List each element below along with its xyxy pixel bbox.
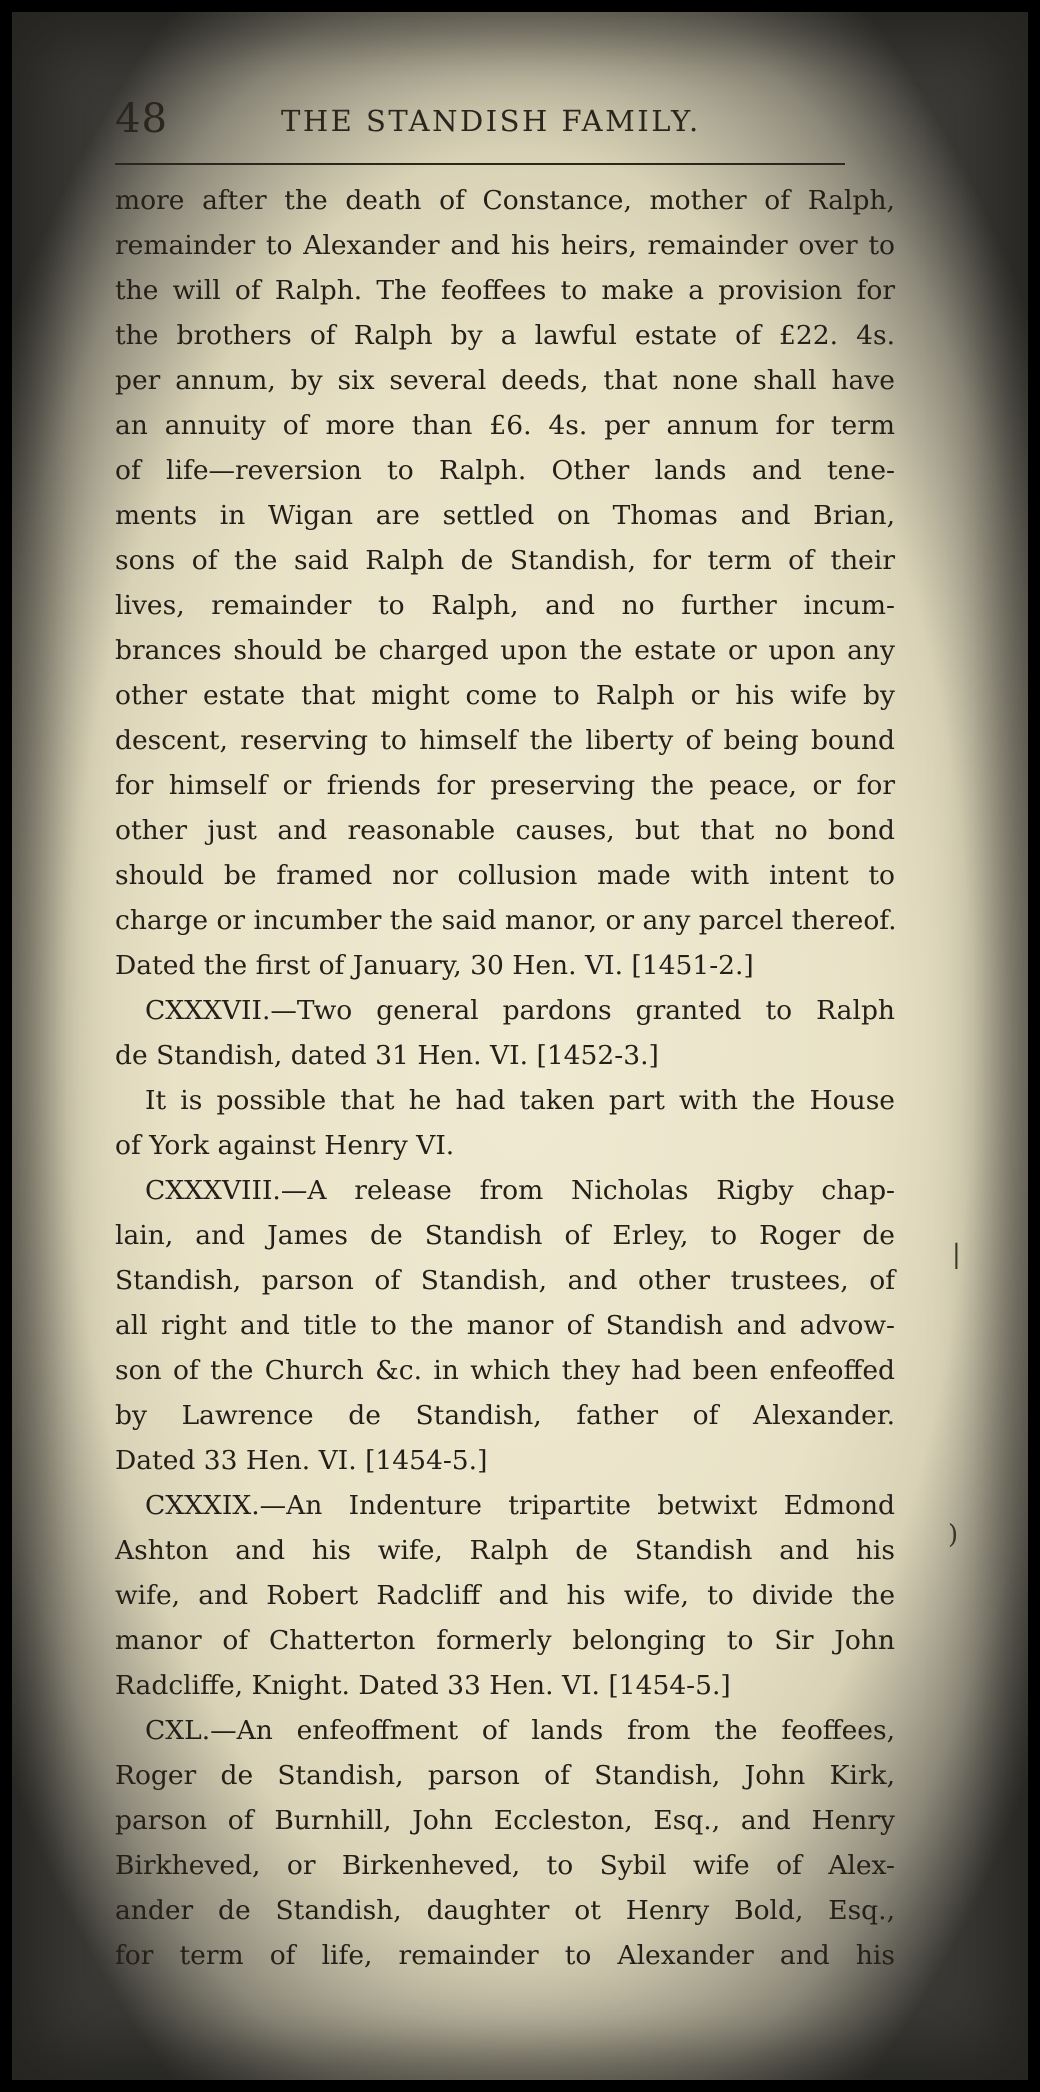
text-line: lain, and James de Standish of Erley, to Roger de: [115, 1220, 895, 1251]
text-line: remainder to Alexander and his heirs, remainder over to: [115, 230, 895, 261]
text-line: Birkheved, or Birkenheved, to Sybil wife of Alex-: [115, 1850, 895, 1881]
text-line: ments in Wigan are settled on Thomas and Brian,: [115, 500, 895, 531]
text-line: CXL.—An enfeoffment of lands from the feoffees,: [145, 1715, 895, 1746]
margin-mark: |: [952, 1240, 961, 1270]
text-line: an annuity of more than £6. 4s. per annum for term: [115, 410, 895, 441]
text-line: CXXXVII.—Two general pardons granted to Ralph: [145, 995, 895, 1026]
text-line: brances should be charged upon the estate or upon any: [115, 635, 895, 666]
text-line: for himself or friends for preserving the peace, or for: [115, 770, 895, 801]
text-line: It is possible that he had taken part with the House: [145, 1085, 895, 1116]
text-line: manor of Chatterton formerly belonging to Sir John: [115, 1625, 895, 1656]
text-line: by Lawrence de Standish, father of Alexander.: [115, 1400, 895, 1431]
text-line: Ashton and his wife, Ralph de Standish and his: [115, 1535, 895, 1566]
text-line: wife, and Robert Radcliff and his wife, to divide the: [115, 1580, 895, 1611]
text-line: charge or incumber the said manor, or any parcel thereof.: [115, 905, 897, 936]
body-text: [115, 178, 895, 1978]
text-line: CXXXVIII.—A release from Nicholas Rigby chap-: [145, 1175, 895, 1206]
text-line: Dated 33 Hen. VI. [1454-5.]: [115, 1445, 488, 1476]
text-line: Standish, parson of Standish, and other trustees, of: [115, 1265, 895, 1296]
text-line: of life—reversion to Ralph. Other lands and tene-: [115, 455, 895, 486]
text-line: other estate that might come to Ralph or his wife by: [115, 680, 895, 711]
text-line: Radcliffe, Knight. Dated 33 Hen. VI. [1454-5.]: [115, 1670, 731, 1701]
page-number: 48: [115, 96, 168, 142]
text-line: of York against Henry VI.: [115, 1130, 455, 1161]
text-line: all right and title to the manor of Standish and advow-: [115, 1310, 895, 1341]
text-line: other just and reasonable causes, but that no bond: [115, 815, 895, 846]
text-line: de Standish, dated 31 Hen. VI. [1452-3.]: [115, 1040, 659, 1071]
text-line: for term of life, remainder to Alexander and his: [115, 1940, 895, 1971]
text-line: should be framed nor collusion made with intent to: [115, 860, 895, 891]
text-line: descent, reserving to himself the liberty of being bound: [115, 725, 895, 756]
text-line: son of the Church &c. in which they had been enfeoffed: [115, 1355, 895, 1386]
text-line: CXXXIX.—An Indenture tripartite betwixt Edmond: [145, 1490, 895, 1521]
margin-mark: ): [948, 1520, 959, 1550]
text-line: parson of Burnhill, John Eccleston, Esq., and Henry: [115, 1805, 895, 1836]
page-header: [115, 96, 895, 146]
text-line: sons of the said Ralph de Standish, for term of their: [115, 545, 895, 576]
running-title: THE STANDISH FAMILY.: [281, 104, 701, 138]
header-rule: [115, 163, 845, 165]
text-line: the brothers of Ralph by a lawful estate of £22. 4s.: [115, 320, 895, 351]
text-line: per annum, by six several deeds, that none shall have: [115, 365, 895, 396]
text-line: more after the death of Constance, mother of Ralph,: [115, 185, 895, 216]
text-line: the will of Ralph. The feoffees to make a provision for: [115, 275, 895, 306]
text-line: ander de Standish, daughter ot Henry Bold, Esq.,: [115, 1895, 895, 1926]
text-line: lives, remainder to Ralph, and no further incum-: [115, 590, 895, 621]
text-line: Dated the first of January, 30 Hen. VI. [1451-2.]: [115, 950, 754, 981]
text-line: Roger de Standish, parson of Standish, John Kirk,: [115, 1760, 895, 1791]
